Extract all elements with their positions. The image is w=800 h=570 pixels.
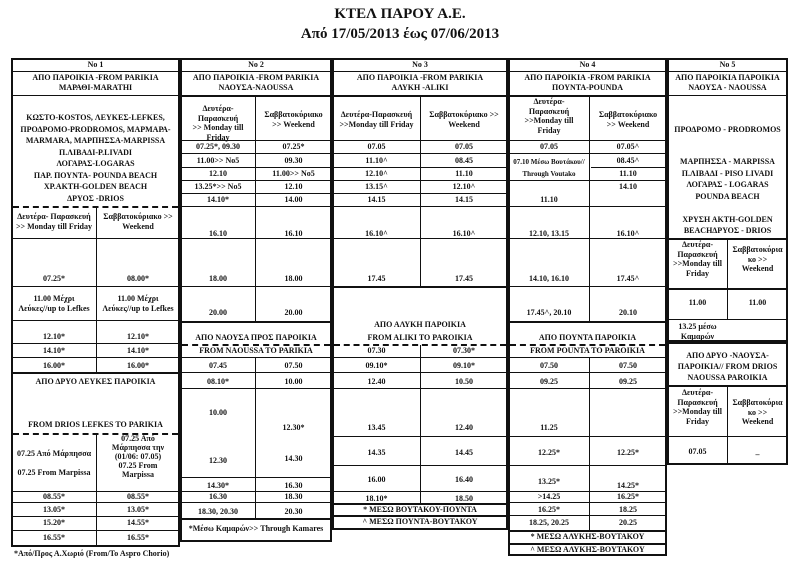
col2-return-route: ΑΠΟ ΝΑΟΥΣΑ ΠΡΟΣ ΠΑΡΟΙΚΙΑ xyxy=(195,333,317,342)
col2-return-row-7-weekend: 18.30 xyxy=(284,492,303,501)
col2-return-row-6-weekend: 16.30 xyxy=(284,481,303,490)
col3-row-3-weekend: 11.10 xyxy=(455,169,473,178)
col4-row-4-weekend: 14.10 xyxy=(619,182,637,191)
col2-return-row-3-weekday: 10.00 xyxy=(209,408,227,417)
col4-return-row-7-weekend: 18.25 xyxy=(619,505,637,514)
col2-row-2-weekday: 11.00>> No5 xyxy=(196,156,240,165)
col1-stops: ΚΩΣΤΟ-KOSTOS, ΛΕΥΚΕΣ-LEFKES, ΠΡΟΔΡΟΜΟ-PRODROMOS, ΜΑΡΜΑΡΑ- MARMARA, ΜΑΡΠΗΣΣΑ-MARPISSA Π.ΛΙΒΑΔΙ-P.LIVADI ΛΟΓΑΡΑΣ-LOGARAS ΠΑΡ. ΠΟΥΝΤΑ- POUNDA BEACH ΧΡ.ΑΚΤΗ-GOLDEN BEACH ΔΡΥΟΣ -DRIOS xyxy=(20,113,171,203)
col1-return-first-weekend: 07.25 Από Μάρπησσα την (01/06: 07.05) 07.25 From Marpissa xyxy=(111,434,165,479)
col2-row-8-weekend: 20.00 xyxy=(284,308,303,317)
col1-return-row-1-weekend: 08.55* xyxy=(127,492,149,501)
col4-row-3-weekend: 11.10 xyxy=(619,169,637,178)
col3-return-row-3-weekend: 10.50 xyxy=(455,377,473,386)
col5-route: ΑΠΟ ΠΑΡΟΙΚΙΑ ΠΑΡΟΙΚΙΑ ΝΑΟΥΣΑ - NAOUSSA xyxy=(675,73,780,92)
col3-weekday-header: Δευτέρα-Παρασκευή >>Monday till Friday xyxy=(339,110,414,129)
col1-return-row-3-weekday: 15.20* xyxy=(43,518,65,527)
col3-weekend-header: Σαββατοκύριακο >> Weekend xyxy=(429,110,499,129)
col5-number: No 5 xyxy=(719,60,736,69)
col4-row-1-weekday: 07.05 xyxy=(540,142,558,151)
col4-return-row-5-weekend: 14.25* xyxy=(617,481,639,490)
col2-row-2-weekend: 09.30 xyxy=(284,156,303,165)
col1-row-3-weekday: 12.10* xyxy=(43,332,65,341)
col3-row-7-weekend: 17.45 xyxy=(455,274,473,283)
col2-weekend-header: Σαββατοκύριακο >> Weekend xyxy=(264,110,323,129)
col1-return-route-en: FROM DRIOS LEFKES TO PARIKIA xyxy=(28,420,163,429)
col2-row-7-weekend: 18.00 xyxy=(284,274,303,283)
col2-row-8-weekday: 20.00 xyxy=(209,308,227,317)
col3-return-row-1-weekday: 07.30 xyxy=(367,346,386,355)
col1-return-row-4-weekend: 16.55* xyxy=(127,533,149,542)
footnote: *Από/Προς Α.Χωριό (From/To Aspro Chorio) xyxy=(14,549,170,558)
col4-note-2: ^ ΜΕΣΩ ΑΛΥΚΗΣ-ΒΟΥΤΑΚΟΥ xyxy=(530,545,645,554)
col3-return-route-en: FROM ALIKI TO PAROIKIA xyxy=(367,333,473,342)
col3-route: ΑΠΟ ΠΑΡΟΙΚΙΑ -FROM PARIKIA ΑΛΥΚΗ -ALIKI xyxy=(356,73,484,92)
col4-row-5-weekend: 16.10^ xyxy=(616,229,640,238)
col2-row-5-weekday: 14.10* xyxy=(207,195,229,204)
col2-return-row-2-weekend: 10.00 xyxy=(284,377,303,386)
col4-return-row-1-weekend: 07.50 xyxy=(619,361,637,370)
col4-return-row-6-weekend: 16.25* xyxy=(617,492,639,501)
col2-return-row-5-weekend: 14.30 xyxy=(284,454,303,463)
col3-row-1-weekday: 07.05 xyxy=(367,142,386,151)
col2-row-5-weekend: 14.00 xyxy=(284,195,303,204)
col4-number: No 4 xyxy=(579,60,596,69)
col4-row-5-weekday: 12.10, 13.15 xyxy=(529,229,569,238)
col4-return-row-3-weekday: 11.25 xyxy=(540,423,558,432)
col1-return-row-3-weekend: 14.55* xyxy=(127,518,149,527)
col5-return-route: ΑΠΟ ΔΡΥΟ -ΝΑΟΥΣΑ- ΠΑΡΟΙΚΙΑ// FROM DRIOS NAOUSSA PAROIKIA xyxy=(677,351,778,382)
col3-row-2-weekend: 08.45 xyxy=(455,156,473,165)
col2-row-6-weekday: 16.10 xyxy=(209,229,227,238)
col1-row-5-weekend: 16.00* xyxy=(127,361,149,370)
col4-return-row-4-weekday: 12.25* xyxy=(538,448,560,457)
col2-return-route-en: FROM NAOUSSA TO PARIKIA xyxy=(199,346,313,355)
col4-return-row-4-weekend: 12.25* xyxy=(617,448,639,457)
col3-return-row-7-weekday: 18.10* xyxy=(365,494,388,503)
col1-row-2-weekend: 11.00 Μέχρι Λεύκες//up to Lefkes xyxy=(102,294,174,313)
col3-return-row-3-weekday: 12.40 xyxy=(367,377,386,386)
col3-row-4-weekend: 12.10^ xyxy=(452,182,476,191)
col5-weekday-header: Δευτέρα- Παρασκευή >>Monday till Friday xyxy=(673,240,722,278)
col2-row-3-weekday: 12.10 xyxy=(209,169,227,178)
col2-weekday-header: Δευτέρα- Παρασκευή >> Monday till Friday xyxy=(192,104,244,142)
col4-return-row-2-weekend: 09.25 xyxy=(619,377,637,386)
col3-number: No 3 xyxy=(412,60,428,69)
col5-weekend-header: Σαββατοκύρια κο >> Weekend xyxy=(732,245,783,273)
col3-return-row-6-weekend: 16.40 xyxy=(455,475,473,484)
col3-return-row-7-weekend: 18.50 xyxy=(455,494,473,503)
col5-kamares: 13.25 μέσω Καμαρών xyxy=(678,322,717,341)
col2-return-row-1-weekend: 07.50 xyxy=(284,361,303,370)
col2-row-7-weekday: 18.00 xyxy=(209,274,227,283)
col1-row-2-weekday: 11.00 Μέχρι Λεύκες//up to Lefkes xyxy=(18,294,90,313)
col5-return-row-1-weekend: _ xyxy=(755,447,760,456)
col4-row-1-weekend: 07.05^ xyxy=(616,142,640,151)
col3-row-5-weekday: 14.15 xyxy=(367,195,386,204)
col5-return-weekday-header: Δευτέρα- Παρασκευή >>Monday till Friday xyxy=(673,388,722,426)
col3-return-row-5-weekday: 14.35 xyxy=(367,448,386,457)
col4-weekday-header: Δευτέρα- Παρασκευή >>Monday till Friday xyxy=(524,97,574,135)
col4-row-2-weekend: 08.45^ xyxy=(616,156,640,165)
col4-return-row-8-weekday: 18.25, 20.25 xyxy=(529,518,569,527)
col5-return-weekend-header: Σαββατοκύρια κο >> Weekend xyxy=(732,398,783,426)
col4-return-row-1-weekday: 07.50 xyxy=(540,361,558,370)
col2-row-4-weekday: 13.25*>> No5 xyxy=(194,182,242,191)
col2-row-1-weekday: 07.25*, 09.30 xyxy=(196,142,240,151)
col1-row-5-weekday: 16.00* xyxy=(43,361,65,370)
col3-return-route: ΑΠΟ ΑΛΥΚΗ ΠΑΡΟΙΚΙΑ xyxy=(374,320,466,329)
col2-return-row-2-weekday: 08.10* xyxy=(207,377,229,386)
col1-return-route: ΑΠΟ ΔΡΥΟ ΛΕΥΚΕΣ ΠΑΡΟΙΚΙΑ xyxy=(35,377,156,386)
col4-return-row-8-weekend: 20.25 xyxy=(619,518,637,527)
col4-note-1: * ΜΕΣΩ ΑΛΥΚΗΣ-ΒΟΥΤΑΚΟΥ xyxy=(530,532,645,541)
col3-row-6-weekday: 16.10^ xyxy=(365,229,388,238)
col5-row-1-weekday: 11.00 xyxy=(688,298,707,307)
col4-return-route-en: FROM POUNTA TO PAROIKIA xyxy=(530,346,645,355)
col2-note: *Μέσω Καμαρών>> Through Kamares xyxy=(188,524,324,533)
col2-return-row-1-weekday: 07.45 xyxy=(209,361,227,370)
col4-row-2-weekday: 07.10 Μέσω Βουτάκου// Through Voutako xyxy=(513,158,585,178)
company-title: ΚΤΕΛ ΠΑΡΟΥ Α.Ε. xyxy=(334,6,466,22)
col1-route: ΑΠΟ ΠΑΡΟΙΚΙΑ -FROM PARIKIA ΜΑΡΑΘΙ-MARATHI xyxy=(32,73,159,92)
col5-stops-prodromos: ΠΡΟΔΡΟΜΟ - PRODROMOS xyxy=(674,125,781,134)
col2-return-row-8-weekday: 18.30, 20.30 xyxy=(198,507,238,516)
col1-return-first-weekday: 07.25 Από Μάρπησσα 07.25 From Marpissa xyxy=(16,449,92,477)
col4-route: ΑΠΟ ΠΑΡΟΙΚΙΑ -FROM PARIKIA ΠΟΥΝΤΑ-POUNDA xyxy=(524,73,651,92)
col3-note-1: * ΜΕΣΩ ΒΟΥΤΑΚΟΥ-ΠΟΥΝΤΑ xyxy=(363,505,477,514)
col1-weekday-header: Δευτέρα- Παρασκευή >> Monday till Friday xyxy=(15,212,92,231)
col3-return-row-1-weekend: 07.30* xyxy=(453,346,475,355)
col1-number: No 1 xyxy=(87,60,104,69)
col2-row-1-weekend: 07.25* xyxy=(282,142,305,151)
col5-stops-golden-beach: ΧΡΥΣΗ ΑΚΤΗ-GOLDEN BEACHΔΡΥΟΣ - DRIOS xyxy=(682,215,773,235)
col3-return-row-2-weekday: 09.10* xyxy=(365,361,388,370)
col4-row-7-weekday: 17.45^, 20.10 xyxy=(526,308,572,317)
col2-route: ΑΠΟ ΠΑΡΟΙΚΙΑ -FROM PARIKIA ΝΑΟΥΣΑ-NAOUSSA xyxy=(192,73,320,92)
col4-return-row-2-weekday: 09.25 xyxy=(540,377,558,386)
col4-row-7-weekend: 20.10 xyxy=(619,308,637,317)
col1-row-1-weekday: 07.25* xyxy=(43,274,65,283)
col3-return-row-2-weekend: 09.10* xyxy=(453,361,475,370)
col4-row-6-weekday: 14.10, 16.10 xyxy=(529,274,569,283)
col3-row-5-weekend: 14.15 xyxy=(455,195,473,204)
col3-return-row-6-weekday: 16.00 xyxy=(367,475,386,484)
col2-row-3-weekend: 11.00>> No5 xyxy=(272,169,315,178)
col2-return-row-5-weekday: 12.30 xyxy=(209,456,227,465)
col1-row-4-weekend: 14.10* xyxy=(127,346,149,355)
col1-return-row-2-weekend: 13.05* xyxy=(127,505,149,514)
col2-number: No 2 xyxy=(248,60,264,69)
col3-return-row-4-weekend: 12.40 xyxy=(455,423,473,432)
col1-return-row-2-weekday: 13.05* xyxy=(43,505,65,514)
col2-return-row-4-weekend: 12.30* xyxy=(282,423,305,432)
col3-row-1-weekend: 07.05 xyxy=(455,142,473,151)
col3-row-2-weekday: 11.10^ xyxy=(365,156,388,165)
col2-return-row-7-weekday: 16.30 xyxy=(209,492,227,501)
col2-return-row-8-weekend: 20.30 xyxy=(284,507,303,516)
col3-return-row-5-weekend: 14.45 xyxy=(455,448,473,457)
col3-row-3-weekday: 12.10^ xyxy=(365,169,388,178)
col3-row-4-weekday: 13.15^ xyxy=(365,182,388,191)
col1-row-1-weekend: 08.00* xyxy=(127,274,149,283)
col3-row-6-weekend: 16.10^ xyxy=(452,229,476,238)
date-range: Από 17/05/2013 έως 07/06/2013 xyxy=(300,26,500,42)
col5-stops-marpissa: ΜΑΡΠΗΣΣΑ - MARPISSA Π.ΛΙΒΑΔΙ - PISO LIVADI ΛΟΓΑΡΑΣ - LOGARAS POUNDA BEACH xyxy=(680,157,775,201)
col3-note-2: ^ ΜΕΣΩ ΠΟΥΝΤΑ-ΒΟΥΤΑΚΟΥ xyxy=(362,517,478,526)
col2-row-4-weekend: 12.10 xyxy=(284,182,303,191)
col4-return-route: ΑΠΟ ΠΟΥΝΤΑ ΠΑΡΟΙΚΙΑ xyxy=(538,333,637,342)
col5-row-1-weekend: 11.00 xyxy=(748,298,767,307)
col3-row-7-weekday: 17.45 xyxy=(367,274,386,283)
col2-row-6-weekend: 16.10 xyxy=(284,229,303,238)
col4-row-4-weekday: 11.10 xyxy=(540,195,558,204)
col4-row-6-weekend: 17.45^ xyxy=(616,274,640,283)
col1-return-row-4-weekday: 16.55* xyxy=(43,533,65,542)
col4-return-row-5-weekday: 13.25* xyxy=(538,477,560,486)
col1-weekend-header: Σαββατοκύριακο >> Weekend xyxy=(103,212,173,231)
col4-weekend-header: Σαββατοκύριακο >> Weekend xyxy=(598,110,658,129)
col4-return-row-7-weekday: 16.25* xyxy=(538,505,560,514)
col5-return-row-1-weekday: 07.05 xyxy=(688,447,707,456)
col3-return-row-4-weekday: 13.45 xyxy=(367,423,386,432)
col2-return-row-6-weekday: 14.30* xyxy=(207,481,229,490)
col1-row-3-weekend: 12.10* xyxy=(127,332,149,341)
col4-return-row-6-weekday: >14.25 xyxy=(537,492,561,501)
col1-return-row-1-weekday: 08.55* xyxy=(43,492,65,501)
col1-row-4-weekday: 14.10* xyxy=(43,346,65,355)
